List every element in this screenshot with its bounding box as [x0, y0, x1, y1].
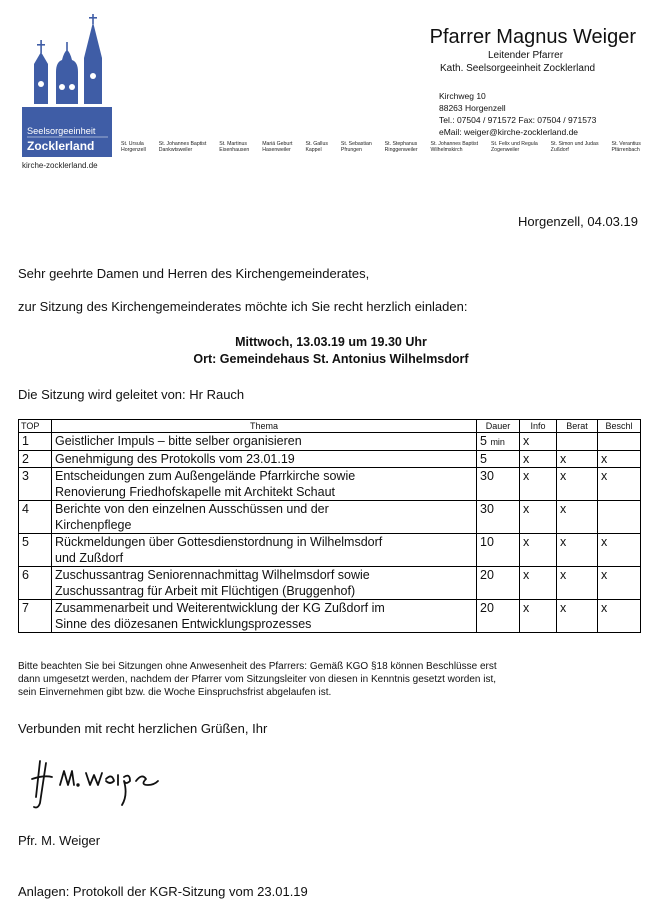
row-beschl: x: [598, 600, 641, 633]
parish-list: [121, 141, 641, 153]
row-top: 5: [19, 534, 52, 567]
row-thema: Geistlicher Impuls – bitte selber organisieren: [52, 433, 477, 451]
row-beschl: [598, 501, 641, 534]
row-dauer: 10: [477, 534, 520, 567]
row-beschl: x: [598, 567, 641, 600]
parish-item: St. Johannes Baptist Dankwtsweiler: [158, 141, 207, 154]
row-top: 3: [19, 468, 52, 501]
sender-name: Pfarrer Magnus Weiger: [429, 26, 636, 48]
row-beschl: x: [598, 451, 641, 468]
parish-item: St. Martinus Eisenhausen: [219, 141, 250, 154]
row-thema: Zuschussantrag Seniorennachmittag Wilhelmsdorf sowie Zuschussantrag für Arbeit mit Flüchtigen (Bruggenhof): [52, 567, 477, 600]
row-berat: x: [557, 468, 598, 501]
table-row: [19, 501, 641, 534]
agenda-table: [18, 419, 641, 633]
parish-item: St. Stephanus Ringgenweiler: [384, 141, 418, 154]
intro-text: zur Sitzung des Kirchengemeinderates möchte ich Sie recht herzlich einladen:: [18, 299, 468, 314]
col-berat: Berat: [557, 420, 598, 433]
row-thema: Rückmeldungen über Gottesdienstordnung in Wilhelmsdorf und Zußdorf: [52, 534, 477, 567]
sender-email: eMail: weiger@kirche-zocklerland.de: [439, 127, 579, 137]
parish-item: St. Felix und Regula Zogenweiler: [491, 141, 538, 154]
row-berat: x: [557, 600, 598, 633]
parish-item: St. Johannes Baptist Wilhelmskirch: [430, 141, 479, 154]
meeting-info: [0, 334, 662, 368]
row-info: x: [520, 501, 557, 534]
signature-image: [30, 755, 160, 811]
meeting-chair: Die Sitzung wird geleitet von: Hr Rauch: [18, 387, 245, 402]
row-top: 7: [19, 600, 52, 633]
sender-address: [439, 90, 596, 138]
attachments: Anlagen: Protokoll der KGR-Sitzung vom 23.01.19: [18, 884, 308, 899]
meeting-where: Ort: Gemeindehaus St. Antonius Wilhelmsdorf: [193, 352, 469, 366]
row-dauer: 5: [477, 451, 520, 468]
sender-phone: Tel.: 07504 / 971572 Fax: 07504 / 971573: [439, 115, 597, 125]
logo-line1: Seelsorgeeinheit: [27, 126, 96, 136]
parish-item: Mariä Geburt Hasenweiler: [262, 141, 293, 154]
row-dauer: 5 min: [477, 433, 520, 451]
row-top: 4: [19, 501, 52, 534]
salutation: Sehr geehrte Damen und Herren des Kirchengemeinderates,: [18, 266, 370, 281]
row-berat: x: [557, 534, 598, 567]
col-info: Info: [520, 420, 557, 433]
table-row: [19, 468, 641, 501]
agenda-header-row: [19, 420, 641, 433]
col-thema: Thema: [52, 420, 477, 433]
row-berat: x: [557, 451, 598, 468]
col-beschl: Beschl: [598, 420, 641, 433]
sender-street: Kirchweg 10: [439, 91, 486, 101]
row-beschl: x: [598, 534, 641, 567]
row-beschl: [598, 433, 641, 451]
letter-date: Horgenzell, 04.03.19: [518, 214, 638, 229]
sender-role: Leitender Pfarrer: [488, 50, 564, 61]
row-dauer: 30: [477, 468, 520, 501]
meeting-when: Mittwoch, 13.03.19 um 19.30 Uhr: [235, 335, 427, 349]
closing-text: Verbunden mit recht herzlichen Grüßen, Ihr: [18, 721, 268, 736]
kgo-notice: Bitte beachten Sie bei Sitzungen ohne Anwesenheit des Pfarrers: Gemäß KGO §18 können Beschlüsse erst dann umgesetzt werden, nachdem der Pfarrer vom Sitzungsleiter von diesen in Kenntnis gesetzt worden ist, sein Einvernehmen gibt bzw. die Woche Einspruchsfrist abgelaufen ist.: [18, 661, 497, 698]
row-berat: [557, 433, 598, 451]
logo-line2: Zocklerland: [27, 139, 95, 153]
parish-item: St. Gallus Kappel: [305, 141, 328, 154]
col-dauer: Dauer: [477, 420, 520, 433]
row-dauer: 20: [477, 600, 520, 633]
parish-item: St. Ursula Horgenzell: [121, 141, 146, 154]
row-thema: Berichte von den einzelnen Ausschüssen und der Kirchenpflege: [52, 501, 477, 534]
row-berat: x: [557, 567, 598, 600]
parish-item: St. Simon und Judas Zußdorf: [550, 141, 599, 154]
row-info: x: [520, 600, 557, 633]
row-top: 6: [19, 567, 52, 600]
row-dauer: 30: [477, 501, 520, 534]
row-thema: Genehmigung des Protokolls vom 23.01.19: [52, 451, 477, 468]
row-info: x: [520, 468, 557, 501]
col-top: TOP: [19, 420, 52, 433]
table-row: [19, 567, 641, 600]
row-dauer: 20: [477, 567, 520, 600]
parish-logo: [18, 14, 112, 160]
parish-item: St. Sebastian Pfrungen: [340, 141, 372, 154]
sender-city: 88263 Horgenzell: [439, 103, 506, 113]
signer-name: Pfr. M. Weiger: [18, 833, 101, 848]
row-berat: x: [557, 501, 598, 534]
row-info: x: [520, 567, 557, 600]
logo-url: kirche-zocklerland.de: [22, 161, 98, 170]
table-row: [19, 600, 641, 633]
row-thema: Zusammenarbeit und Weiterentwicklung der KG Zußdorf im Sinne des diözesanen Entwicklungsprozesses: [52, 600, 477, 633]
row-info: x: [520, 534, 557, 567]
row-top: 1: [19, 433, 52, 451]
table-row: [19, 433, 641, 451]
table-row: [19, 534, 641, 567]
parish-item: St. Verantius Pfärrenbach: [611, 141, 641, 154]
table-row: [19, 451, 641, 468]
row-info: x: [520, 433, 557, 451]
sender-unit: Kath. Seelsorgeeinheit Zocklerland: [440, 63, 596, 74]
row-top: 2: [19, 451, 52, 468]
row-beschl: x: [598, 468, 641, 501]
row-thema: Entscheidungen zum Außengelände Pfarrkirche sowie Renovierung Friedhofskapelle mit Architekt Schaut: [52, 468, 477, 501]
row-info: x: [520, 451, 557, 468]
